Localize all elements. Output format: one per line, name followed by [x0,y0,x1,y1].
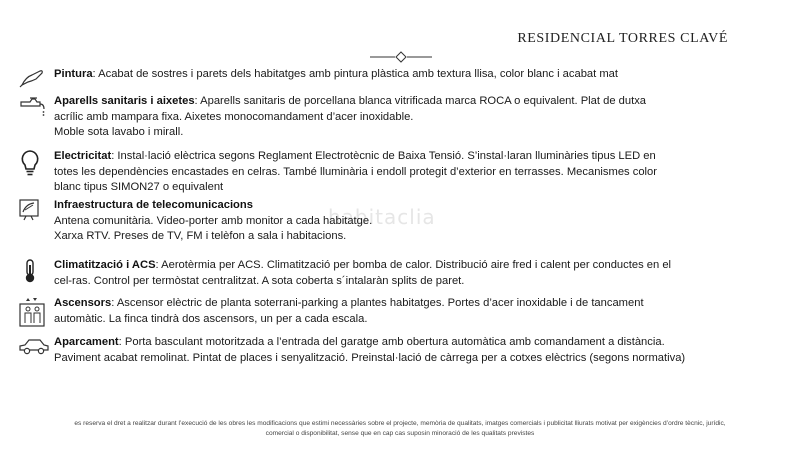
footer-disclaimer [0,419,800,439]
thermometer-icon [18,258,46,282]
section-body: : Ascensor elèctric de planta soterrani-parking a plantes habitatges. Portes d’acer inoxidable i de tancament [111,297,644,309]
section-body: acrílic amb mampara fixa. Aixetes monocomandament d’acer inoxidable. [54,110,414,123]
section-body: totes les dependències encastades en celras. També lluminària i endoll protegit d’exterior en terrasses. Mecanismes color [54,165,657,178]
section-body: Moble sota lavabo i mirall. [54,126,184,139]
brand-title: RESIDENCIAL TORRES CLAVÉ [517,31,728,46]
section-body: : Porta basculant motoritzada a l’entrada del garatge amb obertura automàtica amb comandament a distància. [118,336,665,348]
section-body: automàtic. La finca tindrà dos ascensors, un per a cada escala. [54,312,368,325]
footer-line: es reserva el dret a realitzar durant l’execució de les obres les modificacions que estimi necessàries sobre el projecte, memòria de qualitats, imatges comercials i publicitat lliurats motivat per exigències d’ordre tècnic, jurídic, [74,420,726,427]
section-title: Climatització i ACS [54,259,156,271]
section-body: : Instal·lació elèctrica segons Reglament Electrotècnic de Baixa Tensió. S’instal·laran lluminàries tipus LED en [111,150,656,162]
section-body: Xarxa RTV. Preses de TV, FM i telèfon a sala i habitacions. [54,230,347,243]
satellite-dish-icon [18,198,46,222]
section-body: : Acabat de sostres i parets dels habitatges amb pintura plàstica amb textura llisa, color blanc i acabat mat [92,68,619,80]
paint-roller-icon [18,67,46,91]
section-body: : Aparells sanitaris de porcellana blanca vitrificada marca ROCA o equivalent. Plat de dutxa [194,95,647,107]
section-body: cel-ras. Control per termòstat centralitzat. A sota coberta s´intalaràn splits de paret. [54,274,465,287]
footer-line: comercial o disponibilitat, sense que en cap cas suposin minoració de les qualitats previstes [265,430,535,437]
section-body: : Aerotèrmia per ACS. Climatització per bomba de calor. Distribució aire fred i calent per conductes en el [155,259,672,271]
section-body: Paviment acabat remolinat. Pintat de places i senyalització. Preinstal·lació de càrrega per a cotxes elèctrics (segons normativa) [54,351,686,364]
ornament-divider-icon [370,51,432,63]
section-body: Antena comunitària. Video-porter amb monitor a cada habitatge. [54,214,373,227]
section-title: Infraestructura de telecomunicacions [54,199,253,211]
car-icon [18,335,46,359]
section-title: Aparells sanitaris i aixetes [54,95,195,107]
section-title: Ascensors [54,297,112,309]
section-body: blanc tipus SIMON27 o equivalent [54,181,224,194]
light-bulb-icon [18,149,46,173]
elevator-icon [18,296,46,320]
section-title: Pintura [54,68,93,80]
faucet-icon [18,94,46,118]
watermark: habitaclia [328,205,436,229]
section-title: Electricitat [54,150,112,162]
section-title: Aparcament [54,336,119,348]
